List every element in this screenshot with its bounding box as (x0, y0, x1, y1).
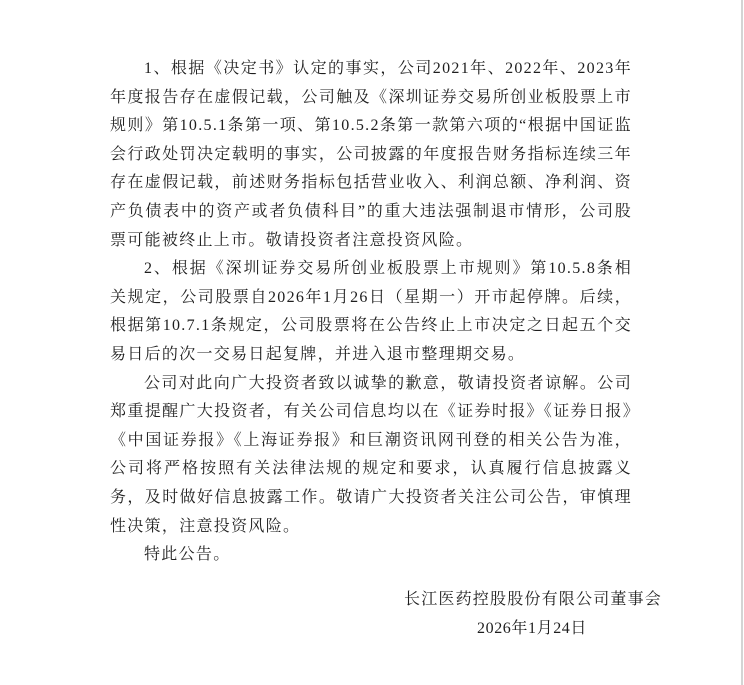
paragraph-delisting-risk: 1、根据《决定书》认定的事实，公司2021年、2022年、2023年年度报告存在虚假记载，公司触及《深圳证券交易所创业板股票上市规则》第10.5.1条第一项、第10.5.2条第一款第六项的“根据中国证监会行政处罚决定载明的事实，公司披露的年度报告财务指标连续三年存在虚假记载，前述财务指标包括营业收入、利润总额、净利润、资产负债表中的资产或者负债科目”的重大违法强制退市情形，公司股票可能被终止上市。敬请投资者注意投资风险。 (110, 60, 632, 249)
announcement-body (110, 55, 632, 570)
board-signature: 长江医药控股股份有限公司董事会 (404, 591, 663, 608)
announcement-date: 2026年1月24日 (477, 620, 587, 637)
closing-statement: 特此公告。 (144, 546, 231, 564)
page-edge-divider (741, 0, 743, 685)
paragraph-trading-suspension: 2、根据《深圳证券交易所创业板股票上市规则》第10.5.8条相关规定，公司股票自2026年1月26日（星期一）开市起停牌。后续，根据第10.7.1条规定，公司股票将在公告终止上市决定之日起五个交易日后的次一交易日起复牌，并进入退市整理期交易。 (110, 260, 632, 363)
paragraph-apology-notice: 公司对此向广大投资者致以诚挚的歉意，敬请投资者谅解。公司郑重提醒广大投资者，有关公司信息均以在《证券时报》《证券日报》《中国证券报》《上海证券报》和巨潮资讯网刊登的相关公告为准，公司将严格按照有关法律法规的规定和要求，认真履行信息披露义务，及时做好信息披露工作。敬请广大投资者关注公司公告，审慎理性决策，注意投资风险。 (110, 374, 632, 535)
